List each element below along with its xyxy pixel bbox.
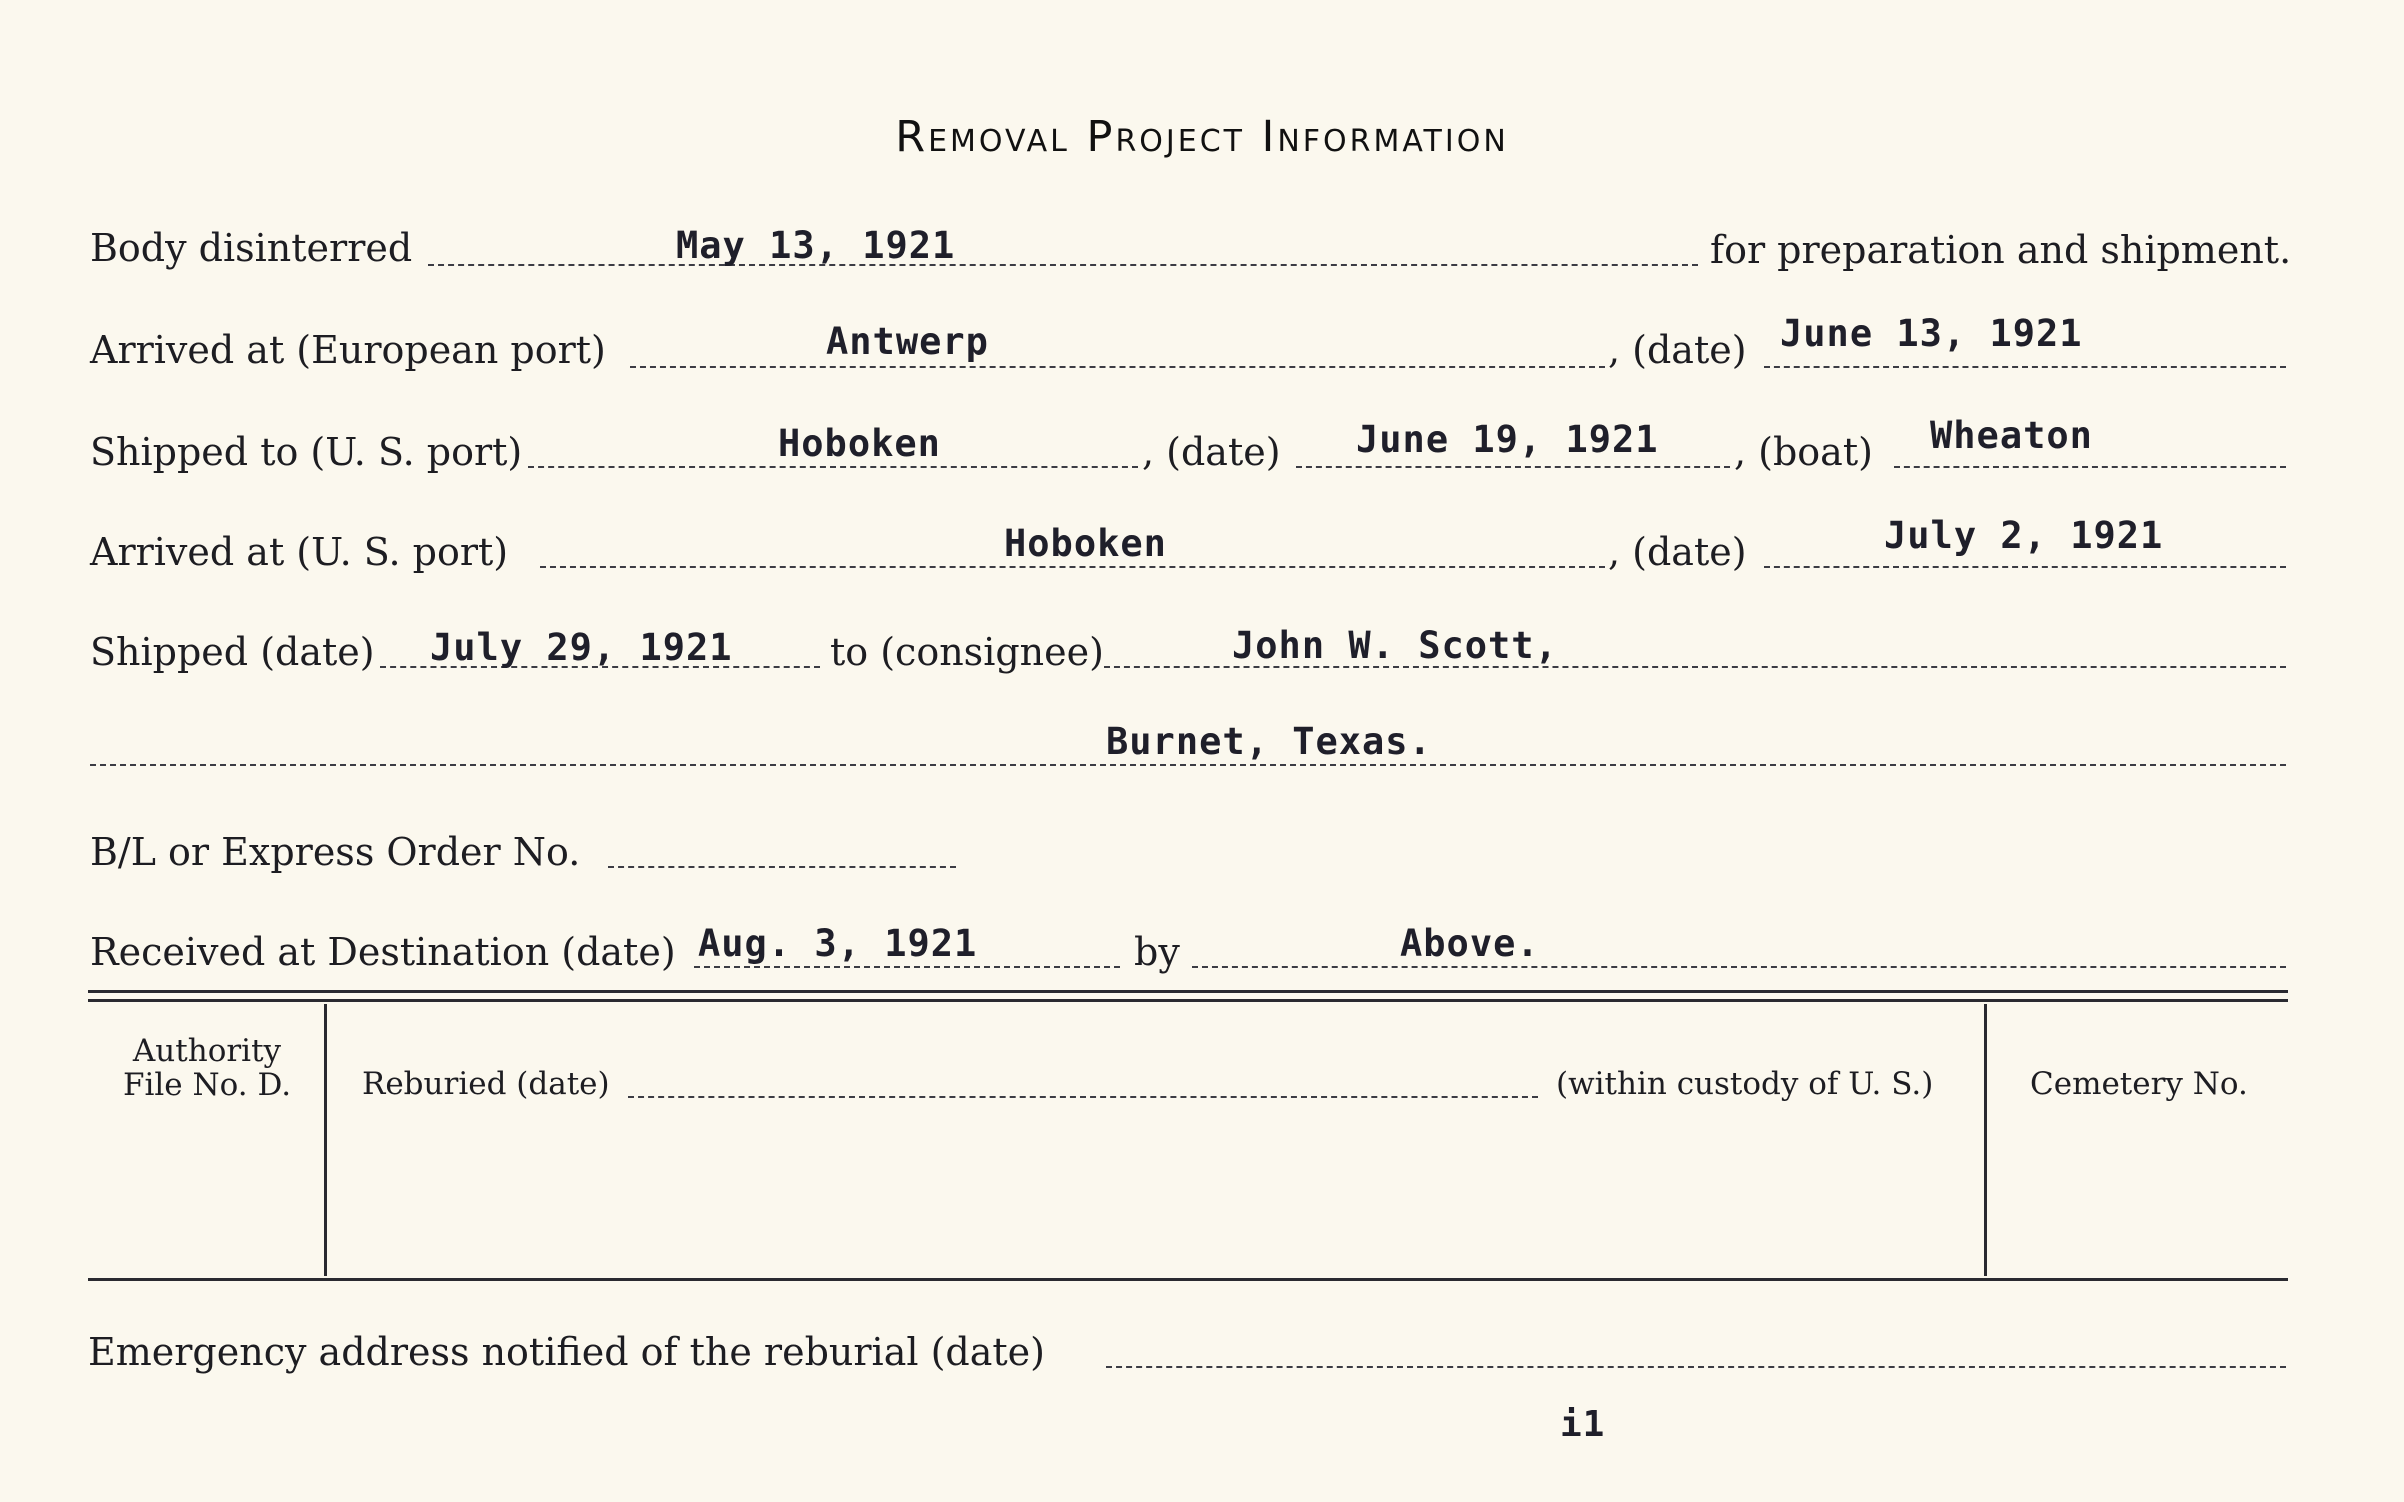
arrived-eu-port: Antwerp — [826, 320, 989, 363]
arrived-eu-date-line — [1764, 366, 2286, 368]
table-divider-left — [324, 1004, 327, 1276]
shipped-us-boat-line — [1894, 466, 2286, 468]
arrived-us-port: Hoboken — [1004, 522, 1167, 565]
emergency-label: Emergency address notified of the reburial (date) — [88, 1330, 1045, 1374]
arrived-eu-date: June 13, 1921 — [1780, 312, 2083, 355]
disinterred-value: May 13, 1921 — [676, 224, 956, 267]
shipped-us-line — [528, 466, 1138, 468]
arrived-eu-label: Arrived at (European port) — [90, 328, 606, 372]
arrived-us-date-line — [1764, 566, 2286, 568]
shipped-us-label: Shipped to (U. S. port) — [90, 430, 523, 474]
arrived-us-date-label: , (date) — [1608, 530, 1747, 574]
disinterred-line — [428, 264, 1698, 266]
received-label: Received at Destination (date) — [90, 930, 676, 974]
cemetery-label: Cemetery No. — [2030, 1066, 2248, 1102]
consignee-address: Burnet, Texas. — [1106, 720, 1432, 763]
table-top-rule — [88, 990, 2288, 993]
file-no-label: File No. D. — [122, 1067, 292, 1103]
bl-line — [608, 866, 956, 868]
table-divider-right — [1984, 1004, 1987, 1276]
shipped-us-port: Hoboken — [778, 422, 941, 465]
received-date-line — [694, 966, 1120, 968]
bl-label: B/L or Express Order No. — [90, 830, 581, 874]
consignee-name: John W. Scott, — [1232, 624, 1558, 667]
arrived-us-date: July 2, 1921 — [1884, 514, 2164, 557]
shipped-us-date-line — [1296, 466, 1730, 468]
address-line — [90, 764, 2286, 766]
table-bottom-rule — [88, 1278, 2288, 1281]
arrived-us-line — [540, 566, 1605, 568]
shipped-us-date-label: , (date) — [1142, 430, 1281, 474]
consignee-label: to (consignee) — [830, 630, 1104, 674]
card-title: Removal Project Information — [895, 112, 1509, 162]
shipped-label: Shipped (date) — [90, 630, 375, 674]
custody-label: (within custody of U. S.) — [1556, 1066, 1934, 1102]
received-by-line — [1192, 966, 2286, 968]
reburied-line — [628, 1096, 1538, 1098]
received-date: Aug. 3, 1921 — [698, 922, 978, 965]
arrived-eu-line — [630, 366, 1605, 368]
emergency-line — [1106, 1366, 2286, 1368]
shipped-us-boat-label: , (boat) — [1734, 430, 1873, 474]
shipped-us-boat: Wheaton — [1930, 414, 2093, 457]
arrived-us-label: Arrived at (U. S. port) — [90, 530, 509, 574]
shipped-date: July 29, 1921 — [430, 626, 733, 669]
reburied-label: Reburied (date) — [362, 1066, 610, 1102]
footer-mark: i1 — [1560, 1404, 1606, 1445]
received-by-label: by — [1134, 930, 1180, 974]
table-top-rule-2 — [88, 999, 2288, 1002]
disinterred-suffix: for preparation and shipment. — [1710, 228, 2292, 272]
shipped-us-date: June 19, 1921 — [1356, 418, 1659, 461]
disinterred-label: Body disinterred — [90, 226, 413, 270]
received-by: Above. — [1400, 922, 1540, 965]
authority-label: Authority — [132, 1033, 282, 1069]
authority-cell — [100, 1034, 314, 1102]
arrived-eu-date-label: , (date) — [1608, 328, 1747, 372]
